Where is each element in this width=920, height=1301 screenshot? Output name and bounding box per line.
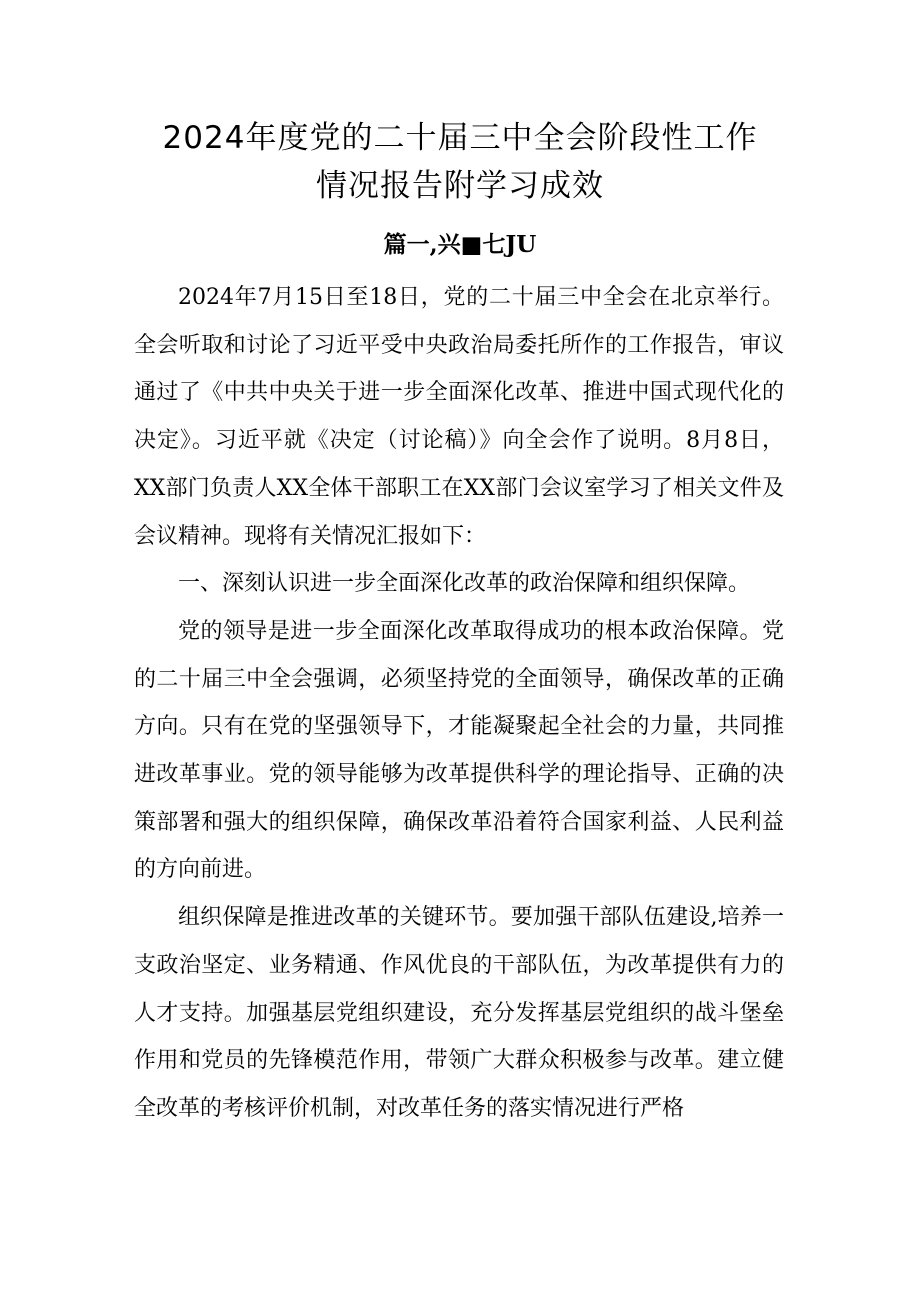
paragraph-organizational-guarantee: 组织保障是推进改革的关键环节。要加强干部队伍建设,培养一支政治坚定、业务精通、作风优良的干部队伍，为改革提供有力的人才支持。加强基层党组织建设，充分发挥基层党组织的战斗堡垒作用和党员的先锋模范作用，带领广大群众积极参与改革。建立健全改革的考核评价机制，对改革任务的落实情况进行严格 (134, 905, 784, 1121)
document-subtitle: 篇一,兴■七JU (383, 231, 537, 258)
document-title-line-2: 情况报告附学习成效 (316, 168, 604, 204)
paragraph-political-guarantee: 党的领导是进一步全面深化改革取得成功的根本政治保障。党的二十届三中全会强调，必须坚持党的全面领导，确保改革的正确方向。只有在党的坚强领导下，才能凝聚起全社会的力量，共同推进改革事业。党的领导能够为改革提供科学的理论指导、正确的决策部署和强大的组织保障，确保改革沿着符合国家利益、人民利益的方向前进。 (134, 618, 784, 883)
document-body (134, 274, 784, 1133)
document-title-line-1: 2024年度党的二十届三中全会阶段性工作 (162, 120, 758, 156)
section-heading-1: 一、深刻认识进一步全面深化改革的政治保障和组织保障。 (178, 571, 751, 597)
paragraph-intro: 2024年7月15日至18日，党的二十届三中全会在北京举行。全会听取和讨论了习近平受中央政治局委托所作的工作报告，审议通过了《中共中央关于进一步全面深化改革、推进中国式现代化的决定》。习近平就《决定（讨论稿）》向全会作了说明。8月8日，XX部门负责人XX全体干部职工在XX部门会议室学习了相关文件及会议精神。现将有关情况汇报如下： (134, 285, 784, 549)
